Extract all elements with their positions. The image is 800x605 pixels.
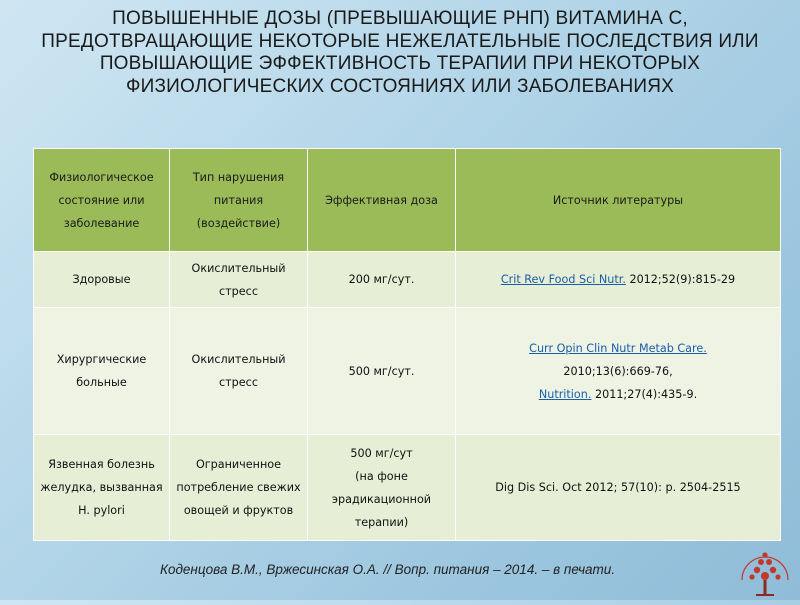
cell-source: Dig Dis Sci. Oct 2012; 57(10): p. 2504-2515: [456, 435, 781, 541]
cell-disturbance: Ограниченное потребление свежих овощей и фруктов: [170, 435, 308, 541]
table-row: [34, 435, 781, 541]
cell-condition: Здоровые: [34, 252, 170, 308]
source-link[interactable]: Crit Rev Food Sci Nutr.: [500, 273, 626, 286]
cell-disturbance: Окислительный стресс: [170, 308, 308, 435]
table-header-row: [34, 149, 781, 252]
cell-source: [456, 308, 781, 435]
header-source: Источник литературы: [456, 149, 781, 252]
cell-condition: Язвенная болезнь желудка, вызванная H. pylori: [34, 435, 170, 541]
cell-dose: 500 мг/сут.: [308, 308, 456, 435]
citation-footer: Коденцова В.М., Вржесинская О.А. // Вопр. питания – 2014. – в печати.: [160, 562, 616, 577]
source-link[interactable]: Nutrition.: [538, 387, 592, 401]
dose-value: 500 мг/сут: [350, 446, 413, 460]
source-link[interactable]: Curr Opin Clin Nutr Metab Care.: [529, 341, 707, 355]
cell-condition: Хирургические больные: [34, 308, 170, 435]
cell-dose: [308, 435, 456, 541]
cell-dose: 200 мг/сут.: [308, 252, 456, 308]
header-disturbance: Тип нарушения питания (воздействие): [170, 149, 308, 252]
vitamin-c-dose-table: [33, 148, 781, 541]
source-details: 2010;13(6):669-76,: [563, 364, 673, 378]
dose-note: (на фоне эрадикационной терапии): [331, 469, 432, 529]
cell-disturbance: Окислительный стресс: [170, 252, 308, 308]
cell-source: [456, 252, 781, 308]
slide-title: ПОВЫШЕННЫЕ ДОЗЫ (ПРЕВЫШАЮЩИЕ РНП) ВИТАМИНА С, ПРЕДОТВРАЩАЮЩИЕ НЕКОТОРЫЕ НЕЖЕЛАТЕЛЬНЫЕ ПОСЛЕДСТВИЯ ИЛИ ПОВЫШАЮЩИЕ ЭФФЕКТИВНОСТЬ ТЕРАПИИ ПРИ НЕКОТОРЫХ ФИЗИОЛОГИЧЕСКИХ СОСТОЯНИЯХ ИЛИ ЗАБОЛЕВАНИЯХ: [41, 8, 759, 97]
institute-of-nutrition-logo-icon: [734, 540, 796, 600]
source-details: 2011;27(4):435-9.: [591, 387, 698, 401]
header-dose: Эффективная доза: [308, 149, 456, 252]
table-row: [34, 308, 781, 435]
header-condition: Физиологическое состояние или заболевание: [34, 149, 170, 252]
source-details: 2012;52(9):815-29: [625, 273, 736, 286]
table-row: [34, 252, 781, 308]
